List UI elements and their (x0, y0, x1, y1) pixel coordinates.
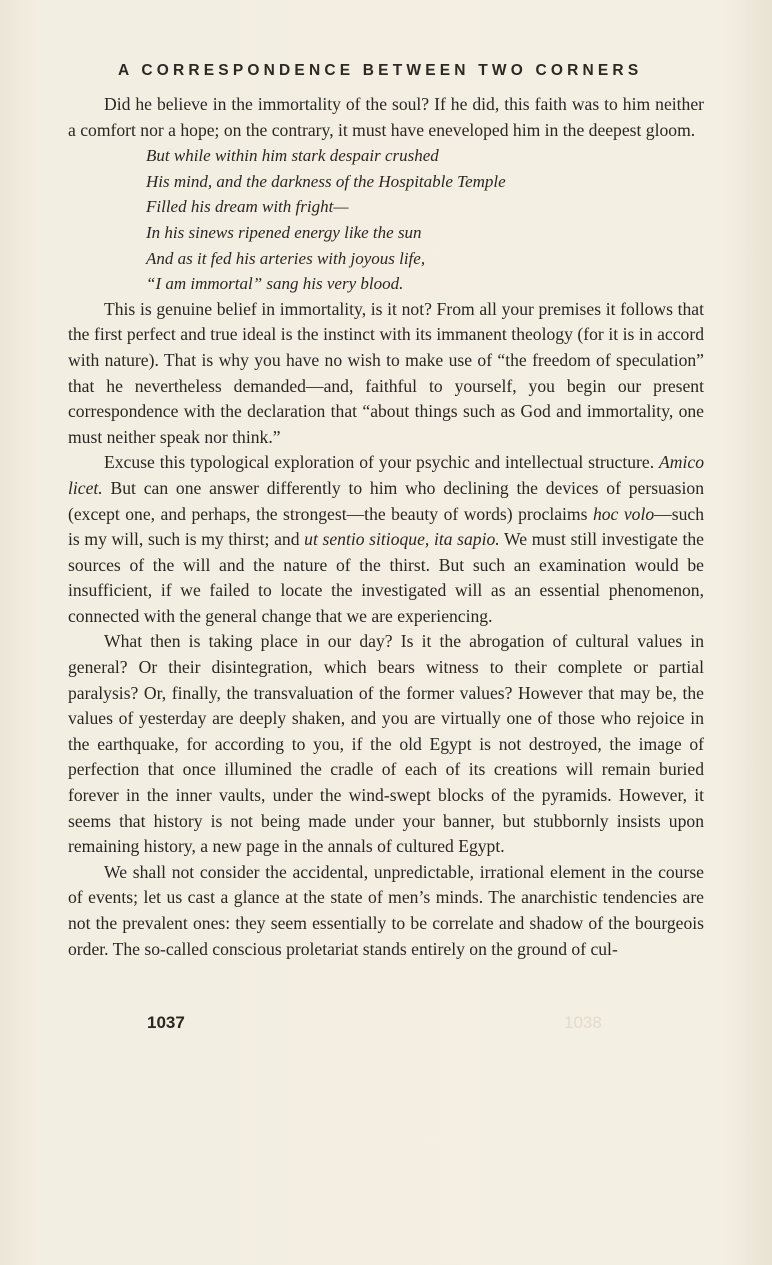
verse-line-3: Filled his dream with fright— (146, 197, 349, 217)
paragraph-5: We shall not consider the accidental, unpredictable, irrational element in the course of events; let us cast a glance at the state of men’s minds. The anarchistic tendencies are not the prevalent ones: they seem essentially to be correlate and shadow of the bourgeois order. The so-called conscious proletariat stands entirely on the ground of cul- (68, 861, 704, 959)
verse-line-4: In his sinews ripened energy like the sun (146, 222, 422, 242)
p3-text-g: We must still investigate the sources of the will and the nature of the thirst. But such an examination would be insufficient, if we failed to locate the investigated will as an essential phenomenon, connected with the general change that we are experiencing. (68, 529, 704, 626)
p3-text-e: —such is my will, such is my thirst; and (68, 503, 704, 550)
paragraph-1: Did he believe in the immortality of the soul? If he did, this faith was to him neither a comfort nor a hope; on the contrary, it must have eneveloped him in the deepest gloom. (68, 94, 704, 140)
running-header: A CORRESPONDENCE BETWEEN TWO CORNERS (118, 62, 643, 79)
latin-phrase-ut-sentio: ut sentio sitioque, ita sapio. (304, 529, 500, 550)
paragraph-4: What then is taking place in our day? Is it the abrogation of cultural values in general? Or their disintegration, which bears witness to their complete or partial paralysis? Or, finally, the transvaluation of the former values? However that may be, the values of yesterday are deeply shaken, and you are virtually one of those who rejoice in the earthquake, for according to you, if the old Egypt is not destroyed, the image of perfection that once illumined the cradle of each of its creations will remain buried forever in the inner vaults, under the wind-swept blocks of the pyramids. However, it seems that history is not being made under your banner, but stubbornly insists upon remaining history, a new page in the annals of cultured Egypt. (68, 631, 704, 857)
main-text (68, 92, 704, 962)
verse-line-5: And as it fed his arteries with joyous life, (146, 248, 426, 268)
verse-line-6: “I am immortal” sang his very blood. (146, 274, 404, 294)
paragraph-3 (68, 450, 704, 629)
p3-text-a: Excuse this typological exploration of your psychic and intellectual structure. (104, 452, 660, 473)
paragraph-2: This is genuine belief in immortality, is it not? From all your premises it follows that the first perfect and true ideal is the instinct with its immanent theology (for it is in accord with nature). That is why you have no wish to make use of “the freedom of speculation” that he nevertheless demanded—and, faithful to yourself, you begin our present correspondence with the declaration that “about things such as God and immortality, one must neither speak nor think.” (68, 298, 704, 447)
verse-line-2: His mind, and the darkness of the Hospitable Temple (146, 171, 506, 191)
latin-phrase-hoc-volo: hoc volo (592, 503, 655, 524)
verse-line-1: But while within him stark despair crushed (146, 146, 439, 166)
verse-block (68, 143, 704, 297)
bleed-through-page-number: 1038 (564, 1013, 602, 1032)
p3-text-c: But can one answer differently to him who declining the devices of persuasion (except one, and perhaps, the strongest—the beauty of words) proclaims (68, 477, 704, 524)
page-number: 1037 (147, 1013, 185, 1032)
latin-phrase-amico-licet: Amico licet. (68, 452, 704, 498)
